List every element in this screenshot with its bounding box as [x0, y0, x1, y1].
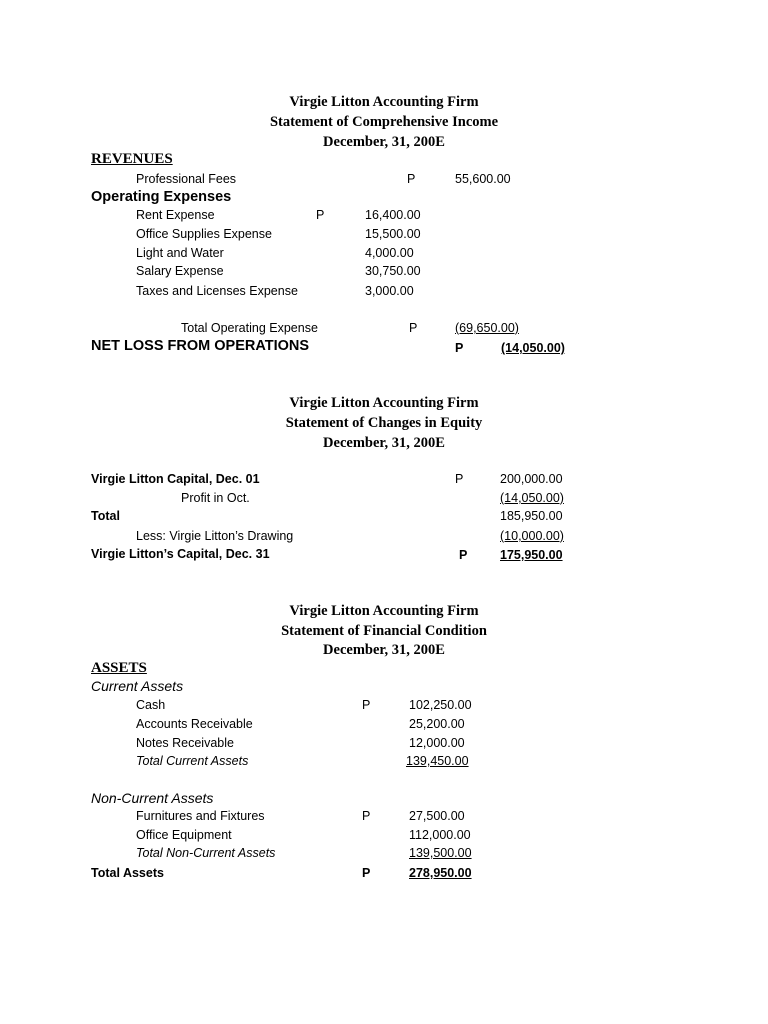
expense-amount: 30,750.00	[365, 264, 421, 278]
expense-currency: P	[316, 208, 325, 222]
noncurrent-asset-label: Office Equipment	[136, 828, 232, 842]
total-current-assets-amount: 139,450.00	[406, 754, 469, 768]
current-asset-amount: 102,250.00	[409, 698, 472, 712]
expense-amount: 4,000.00	[365, 246, 414, 260]
total-operating-expense-amount: (69,650.00)	[455, 321, 519, 335]
professional-fees-label: Professional Fees	[136, 172, 237, 186]
capital-dec01-label: Virgie Litton Capital, Dec. 01	[91, 472, 260, 486]
profit-label: Profit in Oct.	[181, 491, 250, 505]
income-statement-title: Statement of Comprehensive Income	[269, 114, 499, 130]
current-asset-amount: 25,200.00	[409, 717, 465, 731]
noncurrent-asset-currency: P	[362, 809, 371, 823]
equity-total-label: Total	[91, 509, 120, 523]
net-loss-currency: P	[455, 341, 464, 355]
net-loss-amount: (14,050.00)	[501, 341, 565, 355]
capital-dec31-amount: 175,950.00	[500, 548, 563, 562]
equity-statement-title: Statement of Changes in Equity	[285, 415, 483, 431]
equity-firm-name: Virgie Litton Accounting Firm	[289, 395, 479, 411]
professional-fees-amount: 55,600.00	[455, 172, 511, 186]
noncurrent-asset-amount: 27,500.00	[409, 809, 465, 823]
drawing-label: Less: Virgie Litton’s Drawing	[136, 529, 294, 543]
total-assets-currency: P	[362, 866, 371, 880]
noncurrent-asset-label: Furnitures and Fixtures	[136, 809, 265, 823]
current-asset-currency: P	[362, 698, 371, 712]
expense-amount: 16,400.00	[365, 208, 421, 222]
expense-label: Salary Expense	[136, 264, 224, 278]
revenues-heading: REVENUES	[91, 151, 173, 167]
drawing-amount: (10,000.00)	[500, 529, 564, 543]
capital-dec31-currency: P	[459, 548, 468, 562]
expense-label: Office Supplies Expense	[136, 227, 272, 241]
assets-heading: ASSETS	[91, 660, 147, 676]
noncurrent-assets-heading: Non-Current Assets	[91, 790, 214, 806]
operating-expenses-heading: Operating Expenses	[91, 189, 232, 205]
equity-total-amount: 185,950.00	[500, 509, 563, 523]
expense-amount: 15,500.00	[365, 227, 421, 241]
total-operating-expense-currency: P	[409, 321, 418, 335]
total-noncurrent-assets-label: Total Non-Current Assets	[136, 846, 276, 860]
total-operating-expense-label: Total Operating Expense	[181, 321, 318, 335]
income-statement-date: December, 31, 200E	[323, 134, 445, 150]
financial-statement-date: December, 31, 200E	[323, 642, 445, 658]
current-asset-label: Notes Receivable	[136, 736, 234, 750]
expense-amount: 3,000.00	[365, 284, 414, 298]
capital-dec01-amount: 200,000.00	[500, 472, 563, 486]
current-asset-label: Accounts Receivable	[136, 717, 253, 731]
current-assets-heading: Current Assets	[91, 678, 184, 694]
capital-dec01-currency: P	[455, 472, 464, 486]
financial-firm-name: Virgie Litton Accounting Firm	[289, 603, 479, 619]
total-assets-amount: 278,950.00	[409, 866, 472, 880]
capital-dec31-label: Virgie Litton’s Capital, Dec. 31	[91, 547, 270, 561]
current-asset-amount: 12,000.00	[409, 736, 465, 750]
profit-amount: (14,050.00)	[500, 491, 564, 505]
total-current-assets-label: Total Current Assets	[136, 754, 249, 768]
professional-fees-currency: P	[407, 172, 416, 186]
expense-label: Taxes and Licenses Expense	[136, 284, 298, 298]
current-asset-label: Cash	[136, 698, 166, 712]
financial-statement-title: Statement of Financial Condition	[281, 623, 487, 639]
expense-label: Light and Water	[136, 246, 224, 260]
equity-statement-date: December, 31, 200E	[323, 435, 445, 451]
income-firm-name: Virgie Litton Accounting Firm	[289, 94, 479, 110]
total-assets-label: Total Assets	[91, 866, 164, 880]
noncurrent-asset-amount: 112,000.00	[409, 828, 471, 842]
expense-label: Rent Expense	[136, 208, 215, 222]
total-noncurrent-assets-amount: 139,500.00	[409, 846, 472, 860]
net-loss-label: NET LOSS FROM OPERATIONS	[91, 338, 310, 354]
